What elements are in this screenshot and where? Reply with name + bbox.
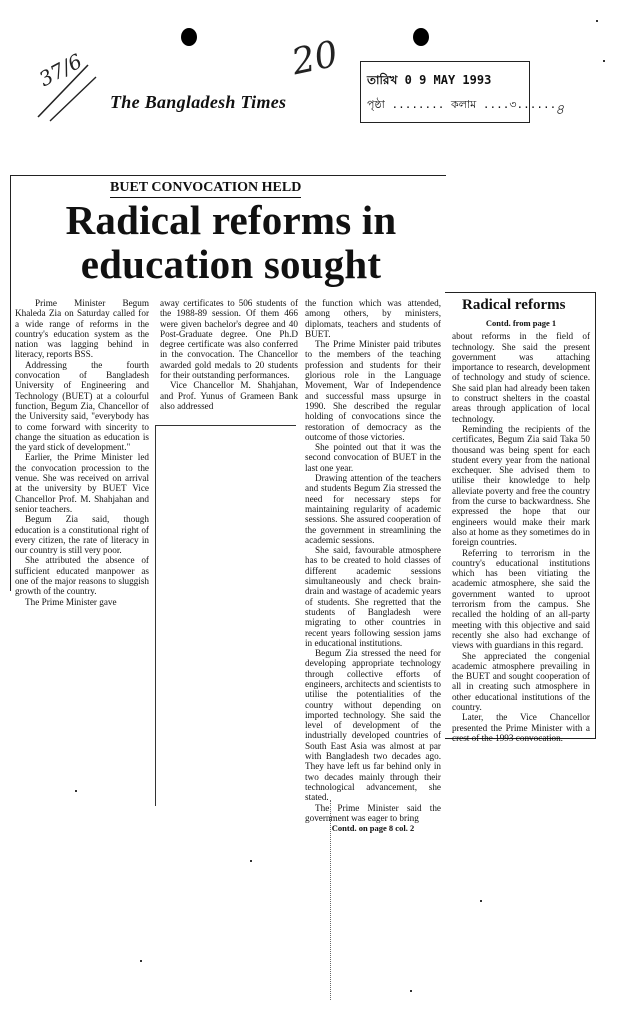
continuation-paragraph: about reforms in the field of technology. She said the present government was attaching importance to research, development of technology and study of science. She said plan had already been taken to construct shelters in the coastal areas through application of local technology. [452,331,590,424]
col3-paragraph: Begum Zia stressed the need for developing appropriate technology through collective efforts of engineers, architects and scientists to utilise the potentialities of the country without depending on imported technology. She said the level of development of the industrially developed countries of South East Asia was almost at par with Bangladesh two decades ago. They have left us far behind only in two decades mainly through their technological advancement, she stated. [305,648,441,803]
continuation-title: Radical reforms [462,297,566,313]
col1-paragraph: She attributed the absence of sufficient educated manpower as one of the major reasons to sluggish growth of the country. [15,555,149,597]
date-stamp [360,61,557,123]
scan-speck [75,790,77,792]
article-headline: Radical reforms in education sought [65,197,397,287]
scan-line [330,800,331,1000]
stamp-date: তারিখ 0 9 MAY 1993 [367,73,492,87]
col3-paragraph: the function which was attended, among others, by ministers, diplomats, teachers and students of BUET. [305,298,441,339]
col3-paragraph: Drawing attention of the teachers and students Begum Zia stressed the need for necessary steps for maintaining regularity of academic sessions. She assured cooperation of the government in streamlining the academic sessions. [305,473,441,545]
continuation-paragraph: She appreciated the congenial academic atmosphere prevailing in the BUET and sought cooperation of all in creating such atmosphere in other educational institutions of the country. [452,650,590,712]
col2-paragraph: away certificates to 506 students of the 1988-89 session. Of them 466 were given bachelor's degree and 40 Post-Graduate degree. One Ph.D degree certificate was also conferred in the convocation. The Chancellor awarded gold medals to 20 students for their outstanding performances. [160,298,298,381]
col1-paragraph: The Prime Minister gave [25,596,117,607]
scan-speck [410,990,412,992]
col3-paragraph: The Prime Minister said the government was eager to bring [305,802,441,823]
col3-paragraph: The Prime Minister paid tributes to the members of the teaching profession and students for their glorious role in the Language Movement, War of Independence and successful mass upsurge in 1990. She described the regular holding of convocations since the restoration of democracy as the outcome of those victories. [305,339,441,442]
continuation-paragraph: Later, the Vice Chancellor presented the Prime Minister with a crest of the 1993 convocation. [452,712,590,743]
blank-clipping-area [155,425,296,806]
col1-paragraph: Prime Minister Begum Khaleda Zia on Saturday called for a wide range of reforms in the country's education system as the nation was lagging behind in literacy, reports BSS. [15,298,149,360]
col3-paragraph: She said, favourable atmosphere has to be created to hold classes of different academic sessions simultaneously and check brain-drain and wastage of academic years of students. She regretted that the students of Bangladesh were migrating to other countries in recent years following session jams in educational institutions. [305,545,441,648]
col3-paragraph: She pointed out that it was the second convocation of BUET in the last one year. [305,442,441,473]
scan-speck [140,960,142,962]
article-column-2 [160,298,298,411]
handwritten-note-top-right: ৪ [555,102,565,118]
article-kicker: BUET CONVOCATION HELD [110,180,301,198]
article-column-3 [305,298,441,833]
stamp-page: পৃষ্ঠা ........ কলাম ....৩...... [367,98,557,111]
handwritten-note-top-center: 20 [288,33,342,84]
col1-paragraph: Begum Zia said, though education is a constitutional right of every citizen, the rate of literacy in our country is still very poor. [15,514,149,556]
article-column-1 [15,298,149,607]
newspaper-name: The Bangladesh Times [110,92,287,112]
col1-paragraph: Earlier, the Prime Minister led the convocation procession to the venue. She was received on arrival at the university by BUET Vice Chancellor Prof. M. Shahjahan and senior teachers. [15,452,149,514]
col1-paragraph: Addressing the fourth convocation of Bangladesh University of Engineering and Technology (BUET) at a colourful function, Begum Zia, Chancellor of the University said, "everybody has to come forward with sincerity to change the situation as education is the yard stick of development." [15,359,149,453]
scan-speck [596,20,598,22]
continuation-column [452,318,590,743]
continued-from-note: Contd. from page 1 [485,318,557,328]
continuation-paragraph: Reminding the recipients of the certificates, Begum Zia said Taka 50 thousand was being spent for each student every year from the national exchequer. She advised them to utilise their knowledge to help alleviate poverty and free the country from the curse to backwardness. She expressed the hope that our engineers would make their mark also at home as they sometimes do in foreign countries. [452,423,590,548]
continued-note: Contd. on page 8 col. 2 [331,823,415,834]
scan-speck [603,60,605,62]
continuation-paragraph: Referring to terrorism in the country's educational institutions which has been vitiating the academic atmosphere, she said the government wanted to uproot terrorism from the campus. She recalled the holding of an all-party meeting with this objective and said recently she also had exchange of views with guardians in this regard. [452,547,590,651]
col2-paragraph: Vice Chancellor M. Shahjahan, and Prof. Yunus of Grameen Bank also addressed [160,380,298,411]
scan-speck [250,860,252,862]
handwritten-note-top-left: 37/6 [34,48,86,92]
punch-hole-right [413,28,429,46]
punch-hole-left [181,28,197,46]
handwritten-strike-icon [30,55,100,125]
scan-speck [480,900,482,902]
